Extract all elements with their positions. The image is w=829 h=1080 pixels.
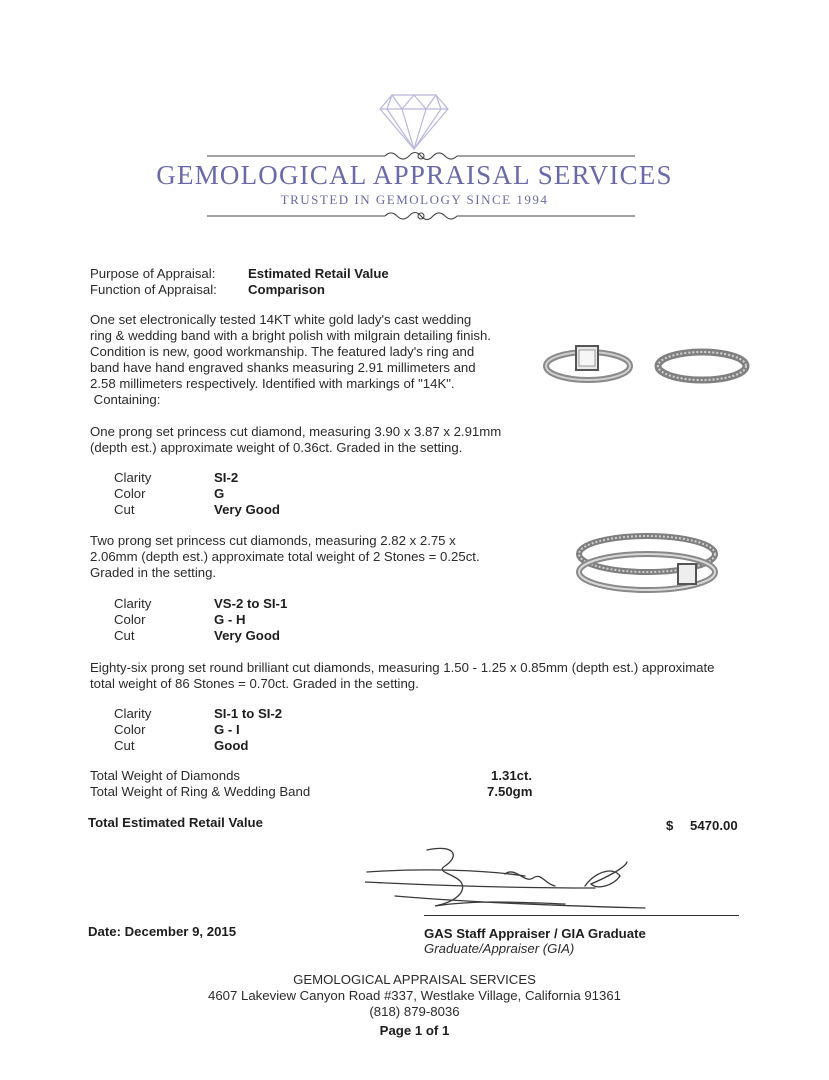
total-diamonds-value: 1.31ct. [491,768,533,783]
appraiser-signature [365,842,665,922]
color-value: G - I [214,722,240,737]
purpose-value: Estimated Retail Value [248,266,389,281]
clarity-value: VS-2 to SI-1 [214,596,288,611]
footer-phone: (818) 879-8036 [369,1004,460,1019]
stone-description-3 [90,660,715,692]
footer-company: GEMOLOGICAL APPRAISAL SERVICES [293,972,536,987]
function-value: Comparison [248,282,325,297]
total-retail-value: 5470.00 [690,818,738,833]
appraisal-date: Date: December 9, 2015 [88,924,237,939]
total-diamonds-label: Total Weight of Diamonds [90,768,241,783]
cut-label: Cut [114,628,135,643]
cut-value: Good [214,738,249,753]
stone-description-2 [90,533,480,581]
signature-line [424,915,739,916]
stone-description-1 [90,424,501,456]
description-line: One set electronically tested 14KT white gold lady's cast wedding [90,312,472,327]
currency-symbol: $ [666,818,674,833]
color-label: Color [114,612,146,627]
cut-value: Very Good [214,502,280,517]
stone-line: One prong set princess cut diamond, measuring 3.90 x 3.87 x 2.91mm [90,424,502,439]
purpose-label: Purpose of Appraisal: [90,266,216,281]
appraiser-name: GAS Staff Appraiser / GIA Graduate [424,926,646,941]
item-description [90,312,491,408]
clarity-label: Clarity [114,706,152,721]
description-line: ring & wedding band with a bright polish with milgrain detailing finish. [90,328,491,343]
clarity-value: SI-2 [214,470,239,485]
description-line: Containing: [90,392,161,407]
total-ring-weight-value: 7.50gm [487,784,533,799]
stone-line: total weight of 86 Stones = 0.70ct. Graded in the setting. [90,676,419,691]
cut-label: Cut [114,738,135,753]
stacked-ring-set-photo [572,524,722,600]
stone-line: 2.06mm (depth est.) approximate total weight of 2 Stones = 0.25ct. [90,549,480,564]
stone-line: Two prong set princess cut diamonds, measuring 2.82 x 2.75 x [90,533,456,548]
function-label: Function of Appraisal: [90,282,217,297]
clarity-label: Clarity [114,470,152,485]
ring-and-band-photo [540,336,750,392]
clarity-value: SI-1 to SI-2 [214,706,283,721]
bottom-ornament-divider [207,208,635,224]
clarity-label: Clarity [114,596,152,611]
cut-value: Very Good [214,628,280,643]
stone-line: Eighty-six prong set round brilliant cut diamonds, measuring 1.50 - 1.25 x 0.85mm (depth est.) approximate [90,660,715,675]
stone-line: (depth est.) approximate weight of 0.36ct. Graded in the setting. [90,440,463,455]
company-logo-name: GEMOLOGICAL APPRAISAL SERVICES [156,160,673,190]
description-line: band have hand engraved shanks measuring 2.91 millimeters and [90,360,476,375]
description-line: 2.58 millimeters respectively. Identified with markings of "14K". [90,376,455,391]
cut-label: Cut [114,502,135,517]
color-label: Color [114,722,146,737]
total-ring-weight-label: Total Weight of Ring & Wedding Band [90,784,311,799]
stone-line: Graded in the setting. [90,565,217,580]
page-number: Page 1 of 1 [379,1023,450,1038]
footer-address: 4607 Lakeview Canyon Road #337, Westlake Village, California 91361 [208,988,621,1003]
color-value: G - H [214,612,246,627]
company-tagline: TRUSTED IN GEMOLOGY SINCE 1994 [280,192,549,207]
description-line: Condition is new, good workmanship. The featured lady's ring and [90,344,475,359]
color-value: G [214,486,225,501]
total-retail-label: Total Estimated Retail Value [88,815,263,830]
appraiser-title: Graduate/Appraiser (GIA) [424,941,575,956]
color-label: Color [114,486,146,501]
diamond-logo-icon [378,93,450,151]
